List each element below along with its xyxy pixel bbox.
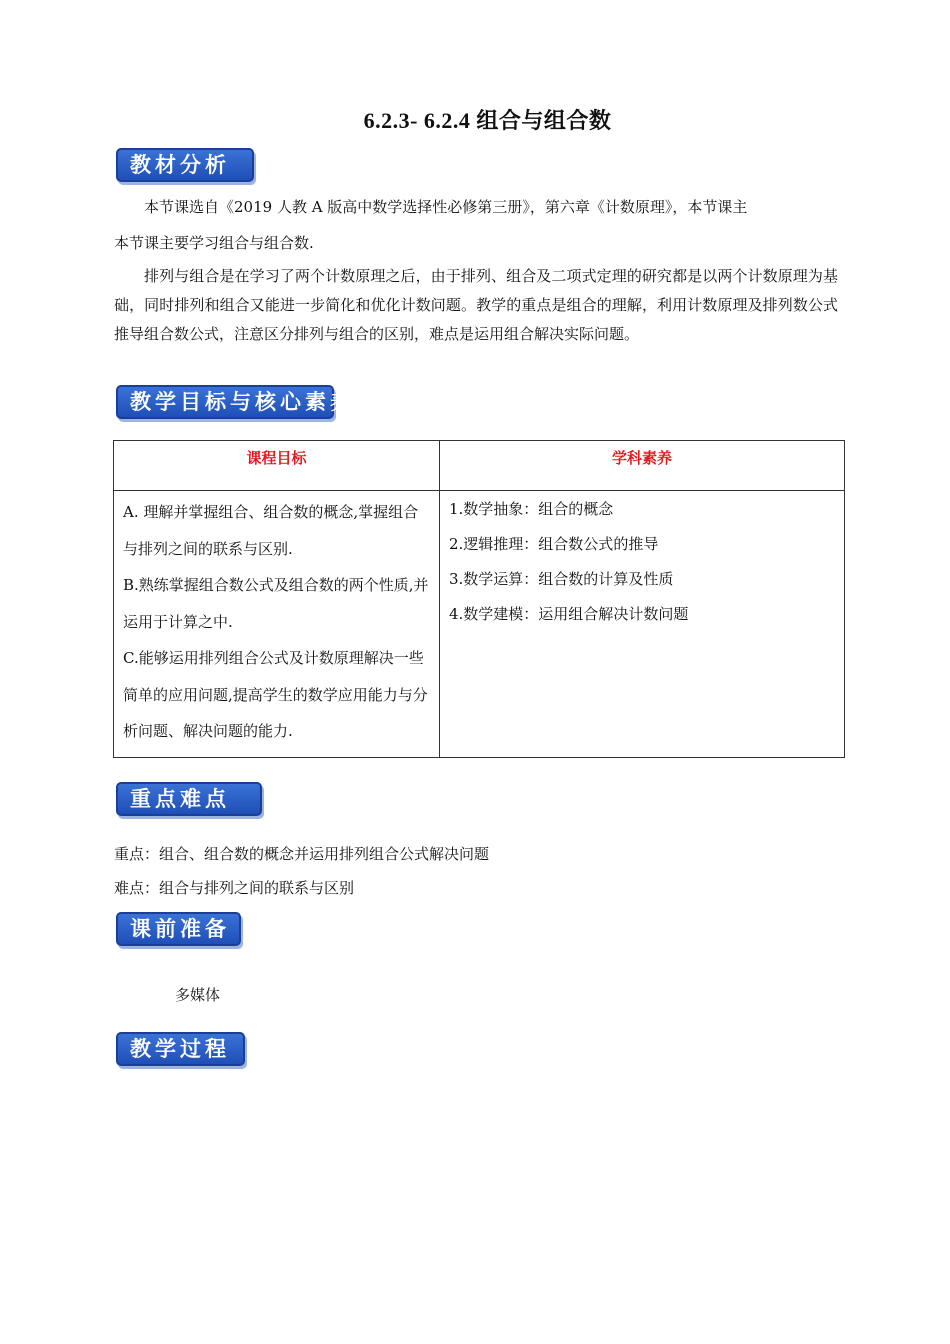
key-point-text: 重点：组合、组合数的概念并运用排列组合公式解决问题	[114, 845, 490, 863]
goal-item: A. 理解并掌握组合、组合数的概念,掌握组合与排列之间的联系与区别.	[123, 503, 419, 558]
page-title: 6.2.3- 6.2.4 组合与组合数	[363, 108, 612, 133]
difficult-point-text: 难点：组合与排列之间的联系与区别	[114, 879, 355, 897]
section-badge-process: 教学过程	[116, 1032, 245, 1066]
course-goals-cell	[114, 491, 440, 758]
section-badge-objectives: 教学目标与核心素养	[116, 385, 334, 419]
section-badge-keypoints: 重点难点	[116, 782, 262, 816]
objectives-table-body-row	[114, 491, 845, 758]
analysis-paragraph-1-line-1: 本节课选自《2019 人教 A 版高中数学选择性必修第三册》，第六章《计数原理》，本节课主	[144, 198, 748, 216]
section-badge-analysis: 教材分析	[116, 148, 254, 182]
analysis-paragraph-2: 排列与组合是在学习了两个计数原理之后，由于排列、组合及二项式定理的研究都是以两个计数原理为基础，同时排列和组合又能进一步简化和优化计数问题。教学的重点是组合的理解，利用计数原理及排列数公式推导组合数公式，注意区分排列与组合的区别，难点是运用组合解决实际问题。	[114, 267, 838, 343]
analysis-paragraph-1-line-2: 本节课主要学习组合与组合数.	[114, 234, 314, 252]
literacy-item: 1.数学抽象：组合的概念	[449, 500, 614, 518]
subject-literacy-header: 学科素养	[440, 441, 845, 491]
objectives-table-header-row	[114, 441, 845, 491]
section-badge-preparation: 课前准备	[116, 912, 241, 946]
goal-item: B.熟练掌握组合数公式及组合数的两个性质,并运用于计算之中.	[123, 576, 429, 631]
objectives-table	[113, 440, 845, 758]
literacy-item: 3.数学运算：组合数的计算及性质	[449, 570, 674, 588]
literacy-item: 2.逻辑推理：组合数公式的推导	[449, 535, 659, 553]
preparation-content: 多媒体	[175, 986, 221, 1004]
literacy-item: 4.数学建模：运用组合解决计数问题	[449, 605, 689, 623]
subject-literacy-cell	[440, 491, 845, 758]
goal-item: C.能够运用排列组合公式及计数原理解决一些简单的应用问题,提高学生的数学应用能力与分析问题、解决问题的能力.	[123, 649, 428, 740]
course-goals-header: 课程目标	[114, 441, 440, 491]
